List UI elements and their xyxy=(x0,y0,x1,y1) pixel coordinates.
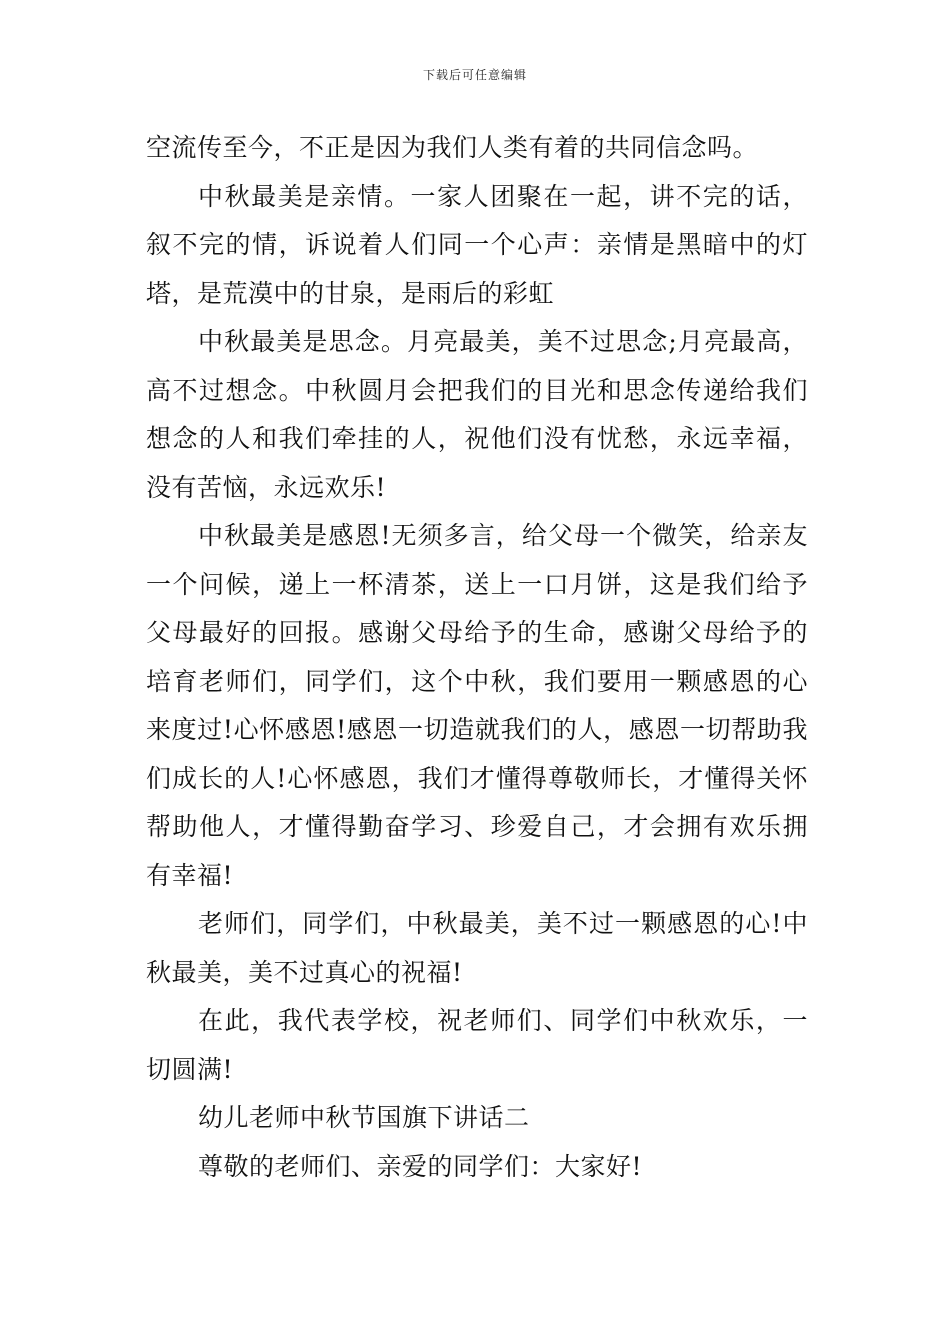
paragraph-missing: 中秋最美是思念。月亮最美，美不过思念;月亮最高，高不过想念。中秋圆月会把我们的目光和思念传递给我们想念的人和我们牵挂的人，祝他们没有忧愁，永远幸福，没有苦恼，永远欢乐! xyxy=(146,327,808,502)
paragraph-wishes: 在此，我代表学校，祝老师们、同学们中秋欢乐，一切圆满! xyxy=(146,1006,808,1084)
paragraph-summary: 老师们，同学们，中秋最美，美不过一颗感恩的心!中秋最美，美不过真心的祝福! xyxy=(146,909,808,987)
section-title: 幼儿老师中秋节国旗下讲话二 xyxy=(198,1103,530,1132)
page-header: 下载后可任意编辑 xyxy=(422,68,527,82)
greeting-line: 尊敬的老师们、亲爱的同学们：大家好! xyxy=(198,1151,643,1181)
paragraph-family: 中秋最美是亲情。一家人团聚在一起，讲不完的话，叙不完的情，诉说着人们同一个心声：亲情是黑暗中的灯塔，是荒漠中的甘泉，是雨后的彩虹 xyxy=(146,181,808,308)
document-body xyxy=(146,124,808,1191)
paragraph-gratitude: 中秋最美是感恩!无须多言，给父母一个微笑，给亲友一个问候，递上一杯清茶，送上一口月饼，这是我们给予父母最好的回报。感谢父母给予的生命，感谢父母给予的培育老师们，同学们，这个中秋，我们要用一颗感恩的心来度过!心怀感恩!感恩一切造就我们的人，感恩一切帮助我们成长的人!心怀感恩，我们才懂得尊敬师长，才懂得关怀帮助他人，才懂得勤奋学习、珍爱自己，才会拥有欢乐拥有幸福! xyxy=(146,521,808,890)
paragraph-continuation: 空流传至今，不正是因为我们人类有着的共同信念吗。 xyxy=(146,133,759,162)
